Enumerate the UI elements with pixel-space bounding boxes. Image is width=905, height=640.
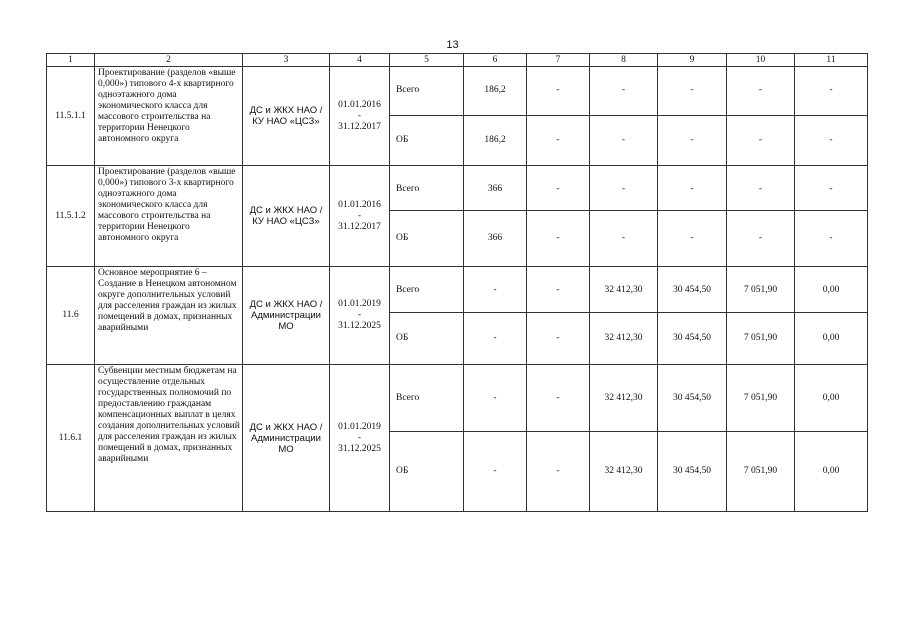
row-name: Основное мероприятие 6 – Создание в Ненецком автономном округе дополнительных условий для расселения граждан из жилых помещений в домах, признанных аварийными	[95, 267, 243, 365]
cell-value: -	[464, 432, 527, 512]
cell-value: 186,2	[464, 67, 527, 116]
cell-value: -	[590, 116, 658, 166]
date-end: 31.12.2017	[338, 221, 381, 232]
cell-value: -	[658, 67, 727, 116]
cell-value: -	[527, 267, 590, 313]
date-start: 01.01.2016	[338, 99, 381, 110]
cell-value: 0,00	[795, 365, 868, 432]
cell-value: 7 051,90	[727, 267, 795, 313]
page-number: 13	[446, 39, 459, 51]
funding-source: Всего	[390, 166, 464, 211]
date-separator: -	[357, 310, 362, 320]
row-dates	[330, 67, 390, 166]
cell-value: -	[658, 116, 727, 166]
cell-value: -	[727, 211, 795, 267]
cell-value: -	[795, 211, 868, 267]
row-dates	[330, 365, 390, 512]
cell-value: -	[727, 166, 795, 211]
funding-source: ОБ	[390, 313, 464, 365]
date-separator: -	[357, 432, 362, 443]
date-end: 31.12.2017	[338, 121, 381, 132]
cell-value: 0,00	[795, 313, 868, 365]
cell-value: -	[464, 267, 527, 313]
cell-value: -	[590, 67, 658, 116]
row-code: 11.6	[47, 267, 95, 365]
funding-source: Всего	[390, 365, 464, 432]
cell-value: -	[727, 116, 795, 166]
row-name: Проектирование (разделов «выше 0,000») типового 3-х квартирного одноэтажного дома экономического класса для массового строительства на территории Ненецкого автономного округа	[95, 166, 243, 267]
header-row	[47, 54, 868, 67]
cell-value: -	[527, 313, 590, 365]
cell-value: -	[795, 166, 868, 211]
cell-value: 30 454,50	[658, 313, 727, 365]
col-header-5: 5	[390, 54, 464, 67]
col-header-1: 1	[47, 54, 95, 67]
row-name: Субвенции местным бюджетам на осуществление отдельных государственных полномочий по предоставлению гражданам компенсационных выплат в целях создания дополнительных условий для расселения граждан из жилых помещений в домах, признанных аварийными	[95, 365, 243, 512]
col-header-11: 11	[795, 54, 868, 67]
date-separator: -	[357, 110, 362, 121]
cell-value: -	[527, 211, 590, 267]
row-responsible: ДС и ЖКХ НАО / Администрации МО	[243, 365, 330, 512]
col-header-9: 9	[658, 54, 727, 67]
row-dates	[330, 267, 390, 365]
table-row	[47, 166, 868, 211]
cell-value: -	[527, 67, 590, 116]
table-row	[47, 365, 868, 432]
cell-value: -	[590, 166, 658, 211]
date-separator: -	[357, 210, 362, 221]
cell-value: -	[658, 166, 727, 211]
date-start: 01.01.2019	[338, 421, 381, 432]
cell-value: 0,00	[795, 432, 868, 512]
cell-value: 7 051,90	[727, 432, 795, 512]
cell-value: 366	[464, 211, 527, 267]
cell-value: 30 454,50	[658, 267, 727, 313]
program-table	[46, 53, 868, 512]
date-start: 01.01.2016	[338, 199, 381, 210]
date-end: 31.12.2025	[338, 321, 381, 331]
date-end: 31.12.2025	[338, 443, 381, 454]
funding-source: Всего	[390, 267, 464, 313]
cell-value: -	[795, 116, 868, 166]
cell-value: 30 454,50	[658, 365, 727, 432]
cell-value: 7 051,90	[727, 365, 795, 432]
cell-value: -	[527, 166, 590, 211]
col-header-4: 4	[330, 54, 390, 67]
cell-value: 7 051,90	[727, 313, 795, 365]
row-code: 11.5.1.2	[47, 166, 95, 267]
table-row	[47, 267, 868, 313]
cell-value: -	[527, 432, 590, 512]
cell-value: 366	[464, 166, 527, 211]
cell-value: 0,00	[795, 267, 868, 313]
col-header-3: 3	[243, 54, 330, 67]
cell-value: 30 454,50	[658, 432, 727, 512]
funding-source: ОБ	[390, 432, 464, 512]
cell-value: -	[590, 211, 658, 267]
cell-value: 32 412,30	[590, 432, 658, 512]
row-responsible: ДС и ЖКХ НАО / КУ НАО «ЦСЗ»	[243, 67, 330, 166]
row-code: 11.5.1.1	[47, 67, 95, 166]
date-start: 01.01.2019	[338, 299, 381, 309]
row-name: Проектирование (разделов «выше 0,000») типового 4-х квартирного одноэтажного дома экономического класса для массового строительства на территории Ненецкого автономного округа	[95, 67, 243, 166]
col-header-6: 6	[464, 54, 527, 67]
cell-value: -	[527, 116, 590, 166]
col-header-10: 10	[727, 54, 795, 67]
cell-value: 32 412,30	[590, 365, 658, 432]
cell-value: -	[464, 313, 527, 365]
cell-value: -	[464, 365, 527, 432]
funding-source: Всего	[390, 67, 464, 116]
cell-value: 32 412,30	[590, 267, 658, 313]
cell-value: -	[658, 211, 727, 267]
row-dates	[330, 166, 390, 267]
cell-value: -	[727, 67, 795, 116]
cell-value: 32 412,30	[590, 313, 658, 365]
cell-value: -	[795, 67, 868, 116]
row-responsible: ДС и ЖКХ НАО / Администрации МО	[243, 267, 330, 365]
table-row	[47, 67, 868, 116]
col-header-8: 8	[590, 54, 658, 67]
row-responsible: ДС и ЖКХ НАО / КУ НАО «ЦСЗ»	[243, 166, 330, 267]
row-code: 11.6.1	[47, 365, 95, 512]
funding-source: ОБ	[390, 211, 464, 267]
funding-source: ОБ	[390, 116, 464, 166]
col-header-2: 2	[95, 54, 243, 67]
cell-value: 186,2	[464, 116, 527, 166]
col-header-7: 7	[527, 54, 590, 67]
cell-value: -	[527, 365, 590, 432]
